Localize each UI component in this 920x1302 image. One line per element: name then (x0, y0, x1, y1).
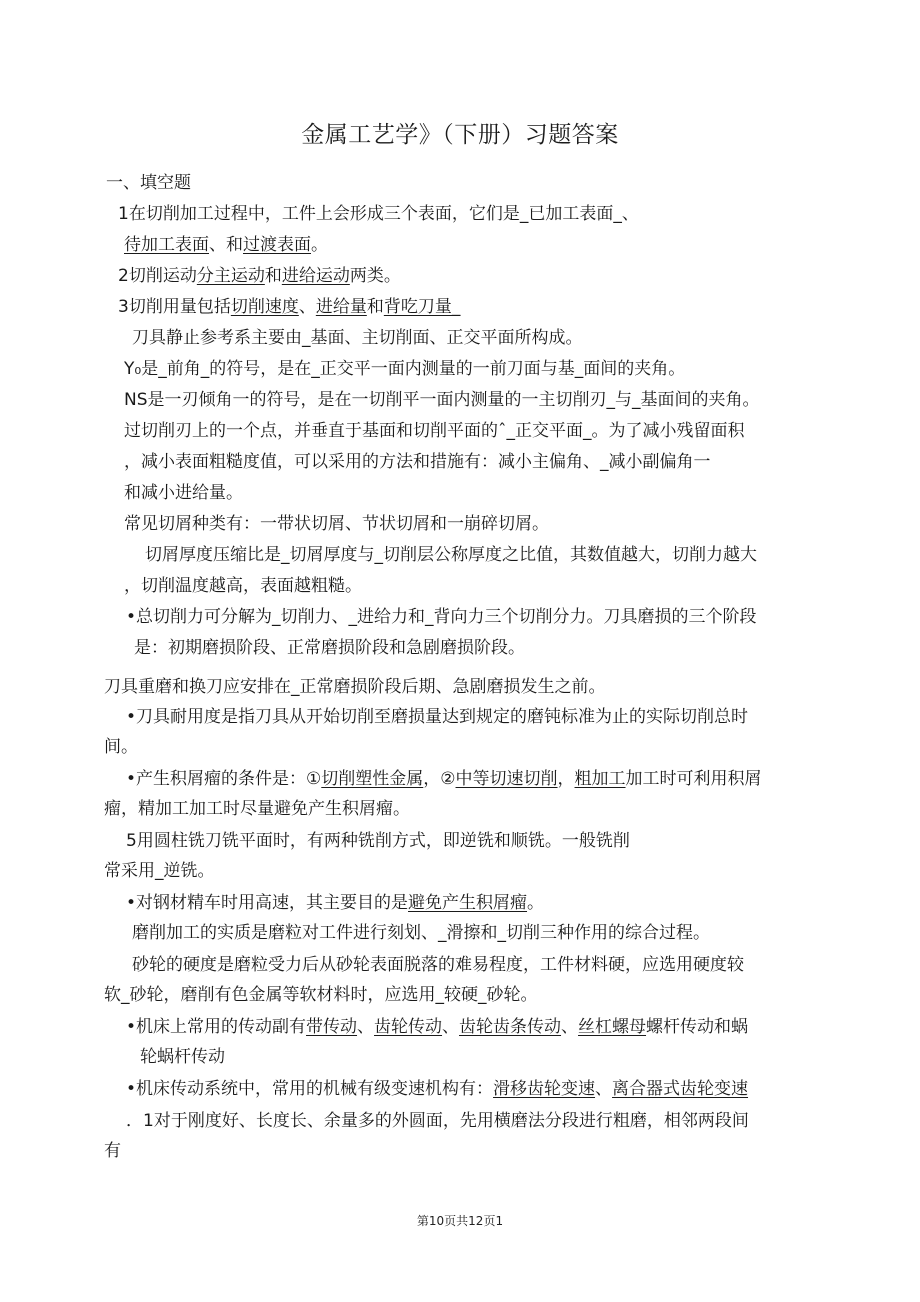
text-segment: 3切削用量包括 (118, 297, 231, 317)
text-line (126, 706, 748, 728)
text-segment: 轮蜗杆传动 (140, 1047, 225, 1067)
text-segment: ，② (423, 769, 456, 789)
text-segment: 和 (264, 266, 282, 286)
text-segment: ， (557, 769, 575, 789)
text-segment: ，切削温度越高，表面越粗糙。 (124, 576, 362, 596)
text-segment: 、 (595, 1079, 613, 1099)
text-line (126, 892, 544, 914)
text-line (104, 736, 138, 758)
underlined-answer: 粗加工 (574, 769, 626, 789)
text-segment: 。 (311, 235, 328, 255)
text-line (118, 296, 460, 318)
text-line (140, 1046, 225, 1068)
text-line (124, 389, 760, 411)
underlined-answer: 离合器式齿轮变速 (612, 1079, 749, 1099)
text-segment: 5用圆柱铣刀铣平面时，有两种铣削方式，即逆铣和顺铣。一般铣削 (126, 831, 630, 851)
text-line (132, 954, 744, 976)
text-segment: •刀具耐用度是指刀具从开始切削至磨损量达到规定的磨钝标准为止的实际切削总时 (126, 707, 749, 727)
underlined-answer: 带传动 (306, 1017, 358, 1037)
text-line (104, 1140, 121, 1162)
text-segment: 螺杆传动和蜗 (646, 1017, 749, 1037)
text-segment: ．1对于刚度好、长度长、余量多的外圆面，先用横磨法分段进行粗磨，相邻两段间 (126, 1111, 749, 1131)
text-segment: NS是一刃倾角一的符号，是在一切削平一面内测量的一主切削刃_与_基面间的夹角。 (124, 390, 760, 410)
text-segment: •机床上常用的传动副有 (126, 1017, 307, 1037)
text-segment: 两类。 (349, 266, 401, 286)
text-segment: 1在切削加工过程中，工件上会形成三个表面，它们是_已加工表面_、 (118, 204, 639, 224)
text-segment: 、 (442, 1017, 460, 1037)
page-footer: 第10页共12页1 (416, 1214, 504, 1228)
text-segment: 瘤，精加工加工时尽量避免产生积屑瘤。 (104, 799, 410, 819)
text-line (126, 1078, 748, 1100)
text-segment: 常采用_逆铣。 (104, 861, 215, 881)
text-segment: 是：初期磨损阶段、正常磨损阶段和急剧磨损阶段。 (134, 638, 525, 658)
underlined-answer: 背吃刀量_ (383, 297, 461, 317)
underlined-answer: 切削速度 (230, 297, 299, 317)
underlined-answer: 齿轮齿条传动 (459, 1017, 562, 1037)
text-line (126, 830, 630, 852)
text-segment: Y₀是_前角_的符号，是在_正交平一面内测量的一前刀面与基_面间的夹角。 (124, 359, 686, 379)
text-segment: 切屑厚度压缩比是_切屑厚度与_切削层公称厚度之比值，其数值越大，切削力越大 (145, 545, 757, 565)
text-line (145, 544, 757, 566)
text-segment: 、和 (209, 235, 243, 255)
text-line (104, 860, 215, 882)
text-segment: 有 (104, 1141, 121, 1161)
text-segment: 和 (366, 297, 384, 317)
text-segment: 间。 (104, 737, 138, 757)
document-title: 金属工艺学》（下册）习题答案 (301, 122, 619, 148)
text-segment: 加工时可利用积屑 (625, 769, 762, 789)
text-segment: •对钢材精车时用高速，其主要目的是 (126, 893, 409, 913)
text-line (124, 358, 685, 380)
underlined-answer: 进给量 (315, 297, 367, 317)
text-segment: •总切削力可分解为_切削力、_进给力和_背向力三个切削分力。刀具磨损的三个阶段 (126, 607, 757, 627)
text-line (104, 798, 410, 820)
text-line (126, 606, 757, 628)
underlined-answer: 待加工表面 (124, 235, 209, 255)
text-segment: 磨削加工的实质是磨粒对工件进行刻划、_滑擦和_切削三种作用的综合过程。 (132, 923, 710, 943)
underlined-answer: 中等切速切削 (455, 769, 558, 789)
underlined-answer: 丝杠螺母 (578, 1017, 647, 1037)
text-line (126, 1016, 748, 1038)
text-segment: •机床传动系统中，常用的机械有级变速机构有： (126, 1079, 494, 1099)
text-segment: 砂轮的硬度是磨粒受力后从砂轮表面脱落的难易程度，工件材料硬，应选用硬度较 (132, 955, 744, 975)
text-line (118, 265, 401, 287)
underlined-answer: 滑移齿轮变速 (493, 1079, 596, 1099)
text-segment: 2切削运动 (118, 266, 197, 286)
text-segment: 刀具重磨和换刀应安排在_正常磨损阶段后期、急剧磨损发生之前。 (104, 677, 606, 697)
underlined-answer: 过渡表面 (243, 235, 311, 255)
underlined-answer: 进给运动 (281, 266, 350, 286)
underlined-answer: 避免产生积屑瘤 (408, 893, 528, 913)
section-heading: 一、填空题 (106, 173, 191, 193)
text-line (104, 676, 606, 698)
text-segment: 、 (357, 1017, 375, 1037)
text-segment: 刀具静止参考系主要由_基面、主切削面、正交平面所构成。 (132, 328, 583, 348)
underlined-answer: 分主运动 (196, 266, 265, 286)
text-line (124, 420, 745, 442)
text-line (124, 575, 362, 597)
text-segment: 常见切屑种类有：一带状切屑、节状切屑和一崩碎切屑。 (124, 514, 549, 534)
text-line (132, 327, 583, 349)
text-line (124, 482, 243, 504)
text-line (124, 234, 328, 256)
text-segment: 。 (527, 893, 545, 913)
text-segment: •产生积屑瘤的条件是：① (126, 769, 322, 789)
text-segment: 、 (561, 1017, 579, 1037)
text-segment: ，减小表面粗糙度值，可以采用的方法和措施有：减小主偏角、_减小副偏角一 (124, 452, 711, 472)
text-line (118, 203, 639, 225)
text-line (134, 637, 525, 659)
underlined-answer: 切削塑性金属 (321, 769, 424, 789)
text-line (126, 1110, 749, 1132)
text-line (104, 984, 538, 1006)
text-segment: 软_砂轮，磨削有色金属等软材料时，应选用_较硬_砂轮。 (104, 985, 538, 1005)
text-segment: 过切削刃上的一个点，并垂直于基面和切削平面的ˆ_正交平面_。为了减小残留面积 (124, 421, 745, 441)
text-segment: 和减小进给量。 (124, 483, 243, 503)
text-line (124, 451, 711, 473)
text-line (124, 513, 549, 535)
text-line (132, 922, 710, 944)
underlined-answer: 齿轮传动 (374, 1017, 443, 1037)
text-line (126, 768, 762, 790)
text-segment: 、 (298, 297, 316, 317)
